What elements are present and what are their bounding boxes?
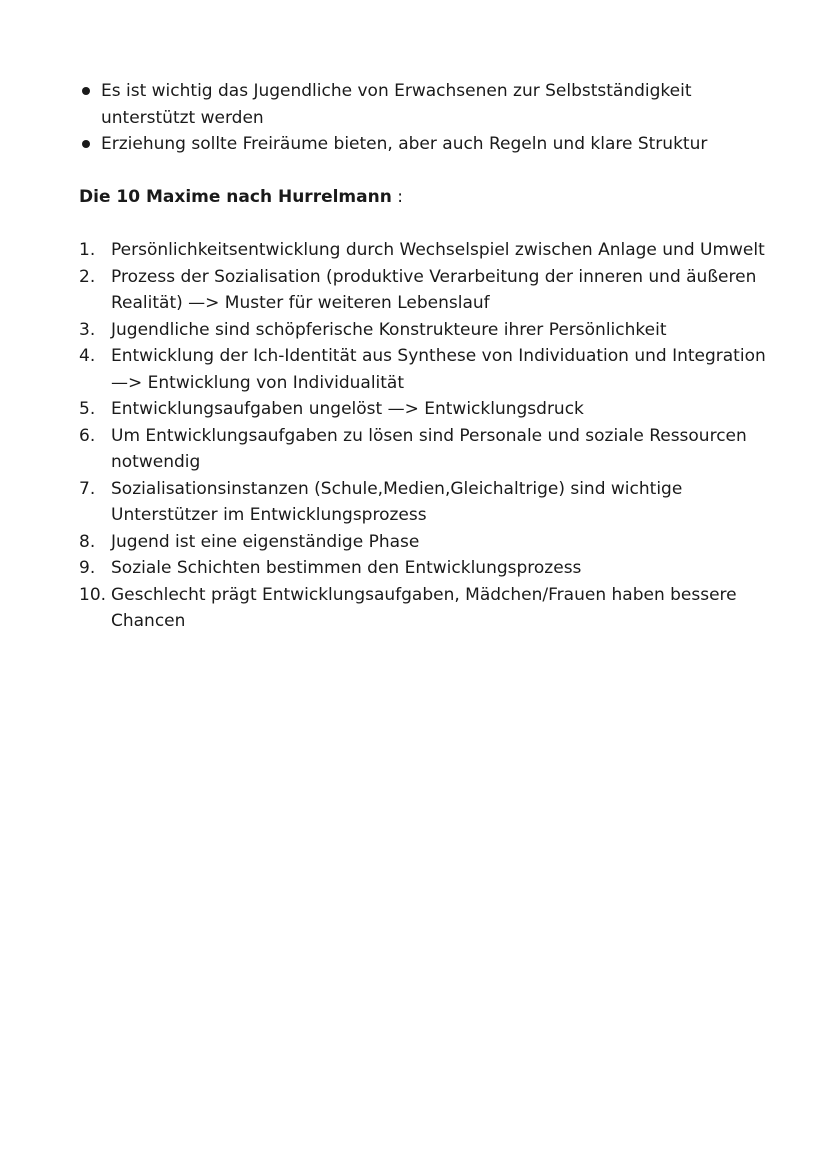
bullet-dot-icon bbox=[82, 87, 90, 95]
list-item-text: Soziale Schichten bestimmen den Entwicklungsprozess bbox=[111, 558, 582, 578]
list-item-text: Geschlecht prägt Entwicklungsaufgaben, Mädchen/Frauen haben bessere Chancen bbox=[111, 584, 737, 631]
list-item-number: 6. bbox=[79, 425, 96, 446]
list-item-number: 3. bbox=[79, 319, 96, 340]
list-item-number: 1. bbox=[79, 240, 96, 260]
bullet-list bbox=[80, 78, 780, 158]
list-item bbox=[79, 555, 779, 582]
bullet-text: Erziehung sollte Freiräume bieten, aber auch Regeln und klare Struktur bbox=[101, 134, 708, 154]
list-item bbox=[79, 317, 779, 344]
bullet-item bbox=[80, 131, 780, 158]
list-item-text: Entwicklung der Ich-Identität aus Synthese von Individuation und Integration —> Entwicklung von Individualität bbox=[111, 346, 766, 393]
section-heading-title: Die 10 Maxime nach Hurrelmann bbox=[79, 187, 392, 207]
list-item bbox=[79, 476, 779, 529]
section-heading-suffix: : bbox=[391, 187, 403, 207]
section-heading bbox=[79, 184, 403, 210]
list-item bbox=[79, 237, 779, 264]
list-item bbox=[79, 264, 779, 317]
list-item-number: 10. bbox=[79, 584, 107, 605]
list-item-text: Prozess der Sozialisation (produktive Verarbeitung der inneren und äußeren Realität) —> Muster für weiteren Lebenslauf bbox=[111, 266, 757, 313]
bullet-dot-icon bbox=[82, 140, 90, 148]
list-item-number: 5. bbox=[79, 399, 96, 419]
list-item bbox=[79, 582, 779, 635]
maxims-list bbox=[79, 237, 779, 635]
list-item-number: 4. bbox=[79, 346, 96, 366]
list-item-number: 8. bbox=[79, 531, 96, 552]
list-item bbox=[79, 529, 779, 556]
list-item-text: Sozialisationsinstanzen (Schule,Medien,Gleichaltrige) sind wichtige Unterstützer im Entwicklungsprozess bbox=[111, 478, 683, 525]
list-item bbox=[79, 343, 779, 396]
list-item-number: 2. bbox=[79, 266, 96, 287]
list-item-text: Um Entwicklungsaufgaben zu lösen sind Personale und soziale Ressourcen notwendig bbox=[111, 425, 747, 472]
bullet-text: Es ist wichtig das Jugendliche von Erwachsenen zur Selbstständigkeit unterstützt werden bbox=[101, 81, 692, 128]
list-item-text: Persönlichkeitsentwicklung durch Wechselspiel zwischen Anlage und Umwelt bbox=[111, 240, 765, 260]
list-item-number: 7. bbox=[79, 478, 96, 499]
list-item-text: Jugend ist eine eigenständige Phase bbox=[111, 531, 420, 552]
list-item bbox=[79, 396, 779, 423]
list-item bbox=[79, 423, 779, 476]
bullet-item bbox=[80, 78, 780, 131]
list-item-text: Entwicklungsaufgaben ungelöst —> Entwicklungsdruck bbox=[111, 399, 584, 419]
list-item-text: Jugendliche sind schöpferische Konstrukteure ihrer Persönlichkeit bbox=[111, 319, 667, 340]
list-item-number: 9. bbox=[79, 558, 96, 578]
